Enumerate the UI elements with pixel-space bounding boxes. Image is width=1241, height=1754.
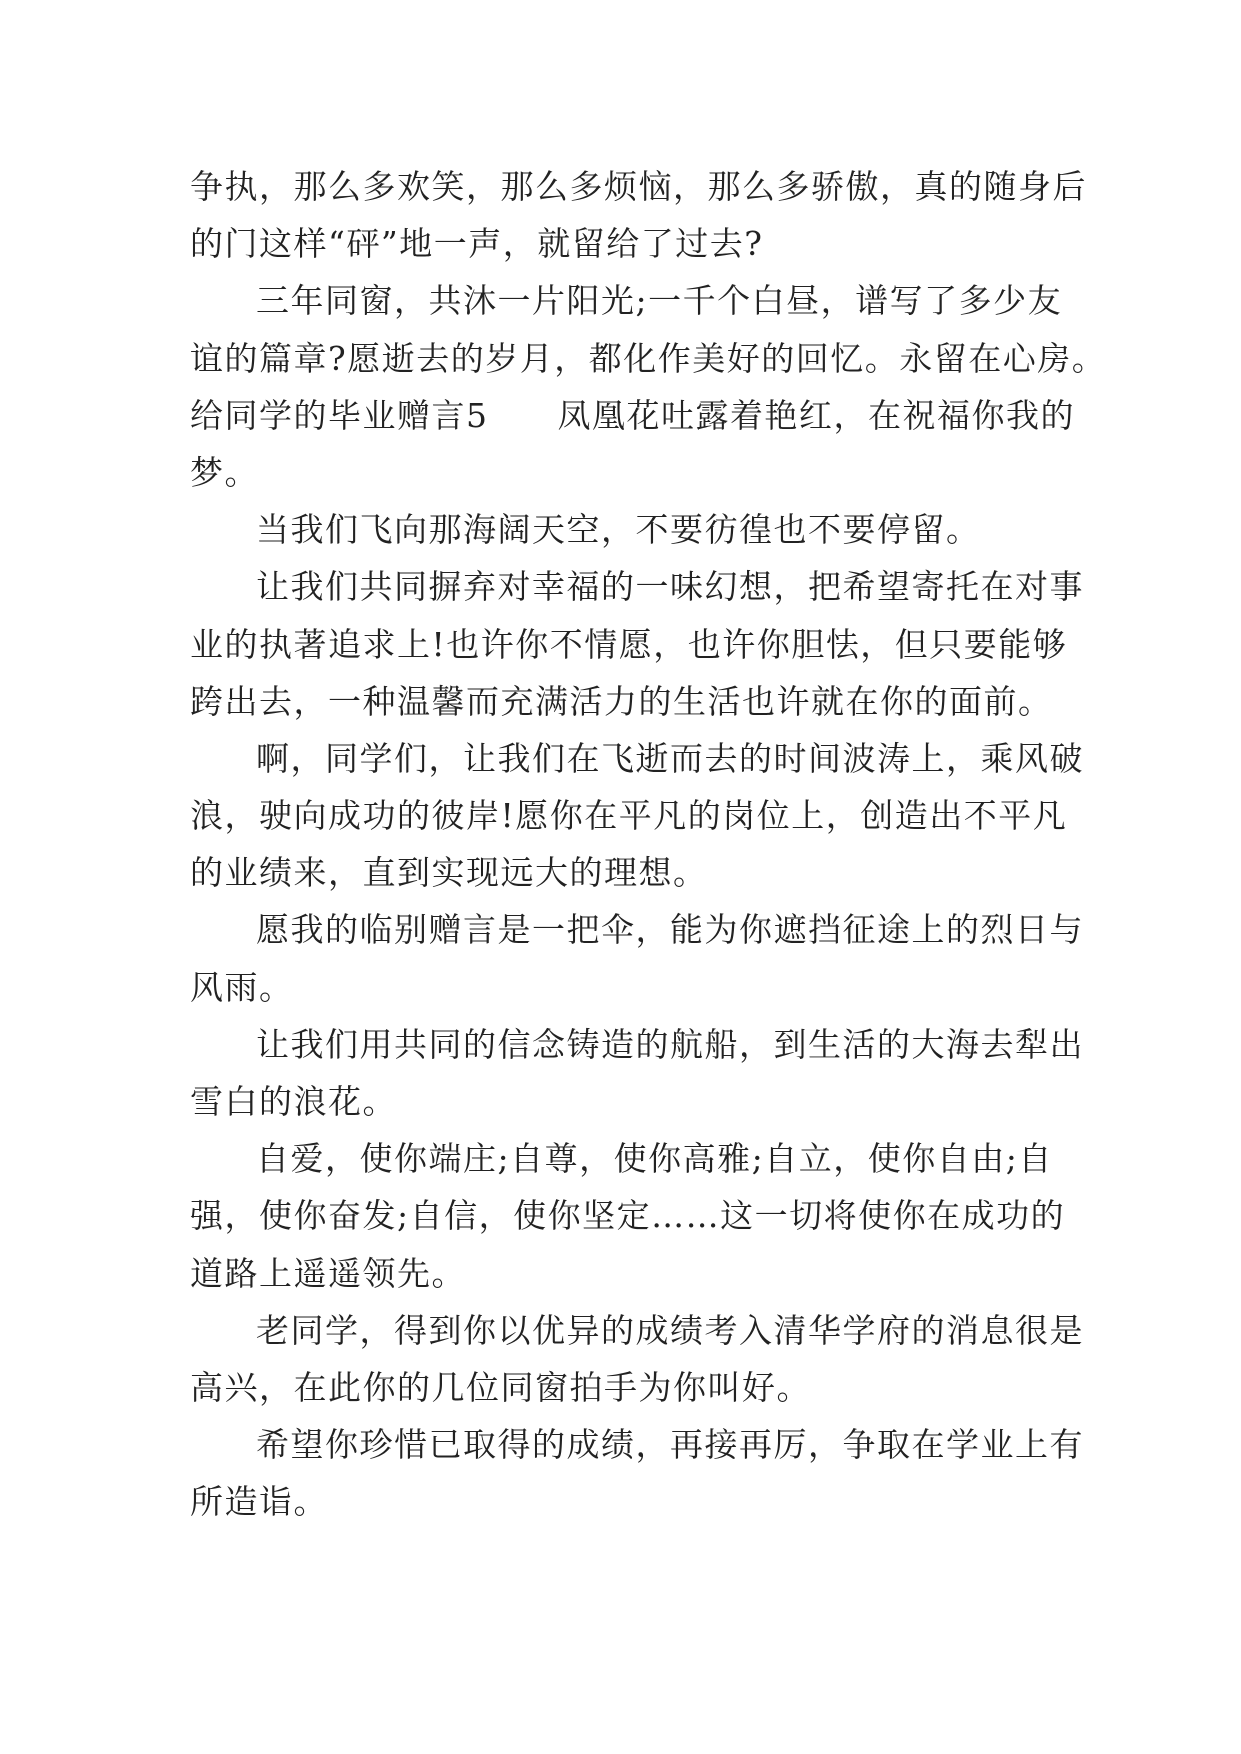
text-line: 谊的篇章?愿逝去的岁月，都化作美好的回忆。永留在心房。 <box>190 338 1107 378</box>
paragraph-first-line: 希望你珍惜已取得的成绩，再接再厉，争取在学业上有 <box>256 1425 1084 1465</box>
document-body <box>190 158 1107 1531</box>
paragraph-first-line: 让我们共同摒弃对幸福的一味幻想，把希望寄托在对事 <box>256 567 1084 607</box>
text-line: 业的执著追求上!也许你不情愿，也许你胆怯，但只要能够 <box>190 624 1068 664</box>
text-line: 的门这样“砰”地一声，就留给了过去? <box>190 224 764 264</box>
text-line: 梦。 <box>190 452 259 492</box>
paragraph-first-line: 愿我的临别赠言是一把伞，能为你遮挡征途上的烈日与 <box>256 910 1084 950</box>
paragraph-first-line: 啊，同学们，让我们在飞逝而去的时间波涛上，乘风破 <box>256 738 1084 778</box>
paragraph-first-line: 让我们用共同的信念铸造的航船，到生活的大海去犁出 <box>256 1024 1084 1064</box>
paragraph-first-line: 自爱，使你端庄;自尊，使你高雅;自立，使你自由;自 <box>256 1139 1053 1179</box>
text-line: 雪白的浪花。 <box>190 1082 397 1121</box>
text-line: 的业绩来，直到实现远大的理想。 <box>190 853 708 893</box>
paragraph-first-line: 老同学，得到你以优异的成绩考入清华学府的消息很是 <box>256 1310 1084 1350</box>
text-line: 道路上遥遥领先。 <box>190 1253 466 1293</box>
section-heading-line: 给同学的毕业赠言5 凤凰花吐露着艳红，在祝福你我的 <box>190 395 1075 435</box>
text-line: 风雨。 <box>190 967 294 1007</box>
text-line: 强，使你奋发;自信，使你坚定……这一切将使你在成功的 <box>190 1196 1066 1236</box>
paragraph-first-line: 当我们飞向那海阔天空，不要彷徨也不要停留。 <box>256 510 981 550</box>
text-line: 争执，那么多欢笑，那么多烦恼，那么多骄傲，真的随身后 <box>190 167 1087 206</box>
text-line: 高兴，在此你的几位同窗拍手为你叫好。 <box>190 1367 811 1407</box>
text-line: 跨出去，一种温馨而充满活力的生活也许就在你的面前。 <box>190 681 1053 721</box>
text-line: 所造诣。 <box>190 1482 328 1522</box>
text-line: 浪，驶向成功的彼岸!愿你在平凡的岗位上，创造出不平凡 <box>190 796 1068 836</box>
paragraph-first-line: 三年同窗，共沐一片阳光;一千个白昼，谱写了多少友 <box>256 281 1063 321</box>
